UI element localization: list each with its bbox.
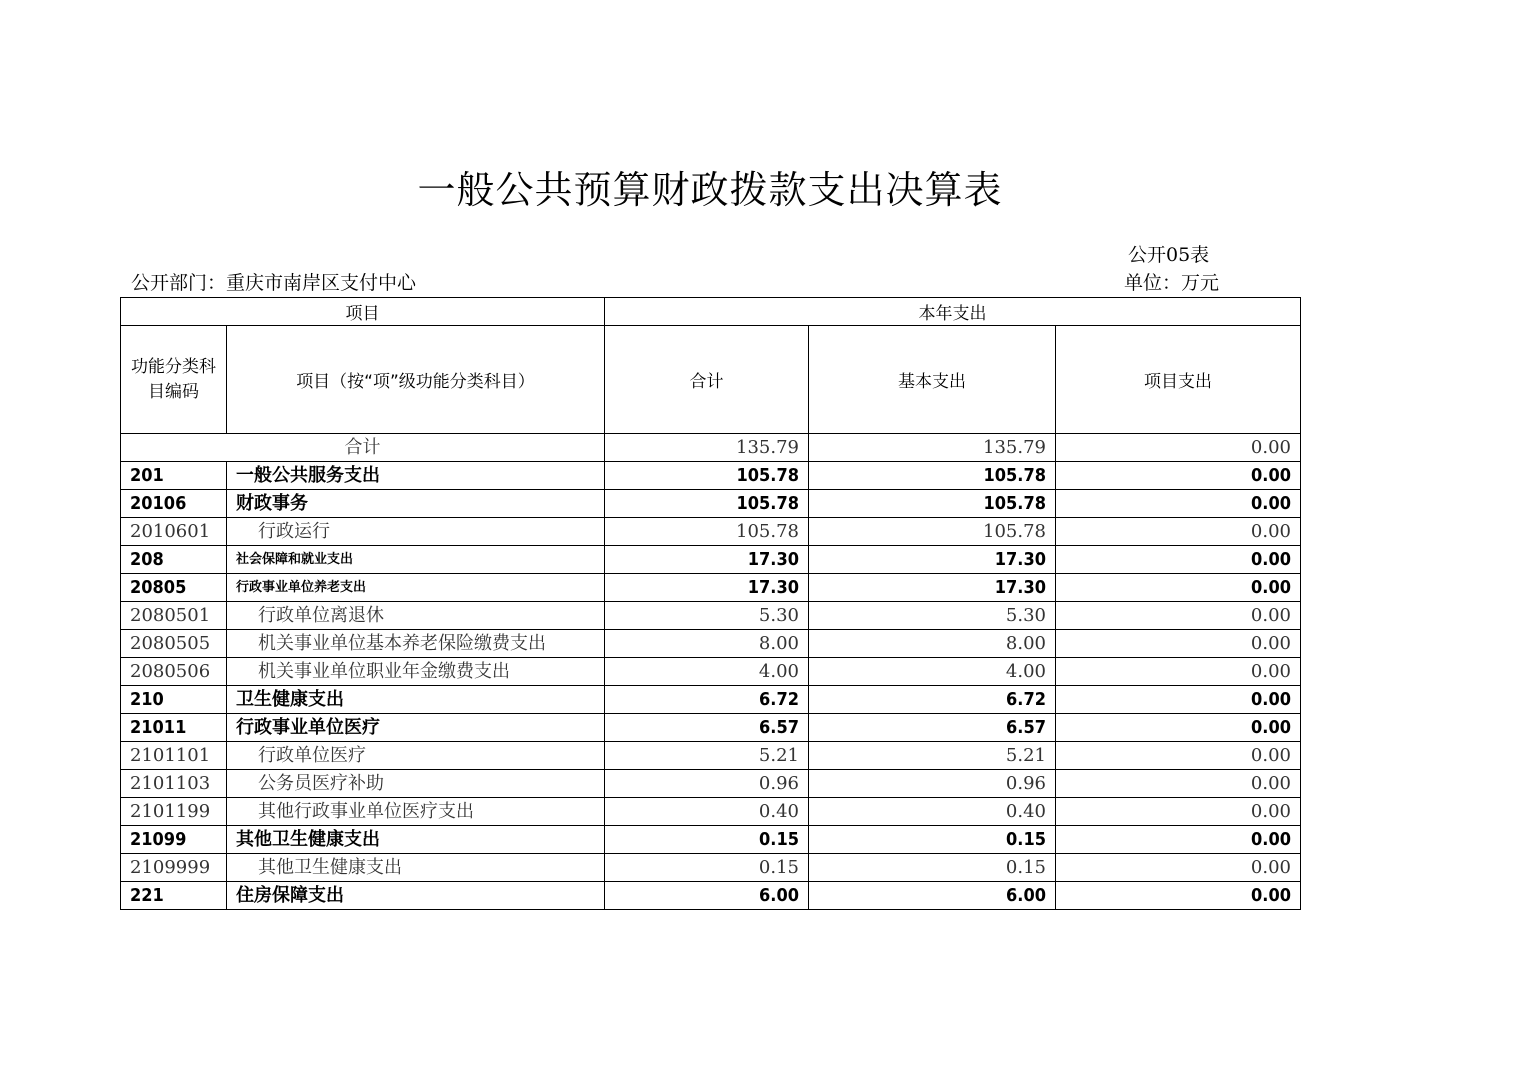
row-total: 5.30 [605, 602, 809, 630]
basic-column-header: 基本支出 [809, 326, 1056, 434]
row-basic: 105.78 [809, 518, 1056, 546]
table-number: 公开05表 [1128, 244, 1210, 266]
table-row [121, 686, 1301, 714]
row-basic: 6.00 [809, 882, 1056, 910]
row-project: 0.00 [1056, 658, 1301, 686]
table-row [121, 658, 1301, 686]
row-total: 8.00 [605, 630, 809, 658]
table-row [121, 826, 1301, 854]
row-basic: 0.96 [809, 770, 1056, 798]
row-name: 机关事业单位职业年金缴费支出 [227, 658, 605, 686]
row-basic: 0.15 [809, 854, 1056, 882]
row-total: 105.78 [605, 462, 809, 490]
row-project: 0.00 [1056, 462, 1301, 490]
table-row [121, 630, 1301, 658]
row-basic: 105.78 [809, 490, 1056, 518]
table-row [121, 574, 1301, 602]
row-name: 行政运行 [227, 518, 605, 546]
column-header-row [121, 326, 1301, 434]
row-total: 4.00 [605, 658, 809, 686]
row-code: 2101103 [121, 770, 227, 798]
row-basic: 6.72 [809, 686, 1056, 714]
total-row-basic: 135.79 [809, 434, 1056, 462]
total-row-label: 合计 [121, 434, 605, 462]
row-total: 6.00 [605, 882, 809, 910]
row-code: 20106 [121, 490, 227, 518]
row-code: 2080505 [121, 630, 227, 658]
row-total: 6.57 [605, 714, 809, 742]
row-project: 0.00 [1056, 686, 1301, 714]
row-name: 其他行政事业单位医疗支出 [227, 798, 605, 826]
row-name: 卫生健康支出 [227, 686, 605, 714]
row-project: 0.00 [1056, 742, 1301, 770]
row-name: 行政事业单位医疗 [227, 714, 605, 742]
table-row [121, 490, 1301, 518]
row-code: 20805 [121, 574, 227, 602]
row-project: 0.00 [1056, 630, 1301, 658]
row-code: 208 [121, 546, 227, 574]
row-total: 105.78 [605, 490, 809, 518]
table-row [121, 798, 1301, 826]
row-basic: 0.15 [809, 826, 1056, 854]
table-row [121, 462, 1301, 490]
row-basic: 4.00 [809, 658, 1056, 686]
row-project: 0.00 [1056, 882, 1301, 910]
row-name: 公务员医疗补助 [227, 770, 605, 798]
current-year-group-header: 本年支出 [605, 298, 1301, 326]
row-code: 221 [121, 882, 227, 910]
row-basic: 105.78 [809, 462, 1056, 490]
budget-table [120, 297, 1301, 910]
row-total: 17.30 [605, 574, 809, 602]
row-project: 0.00 [1056, 854, 1301, 882]
table-row [121, 742, 1301, 770]
row-name: 行政单位离退休 [227, 602, 605, 630]
project-column-header: 项目支出 [1056, 326, 1301, 434]
row-basic: 17.30 [809, 546, 1056, 574]
code-column-header: 功能分类科目编码 [121, 326, 227, 434]
table-row [121, 546, 1301, 574]
row-project: 0.00 [1056, 518, 1301, 546]
row-code: 2010601 [121, 518, 227, 546]
row-code: 2101199 [121, 798, 227, 826]
table-row [121, 882, 1301, 910]
row-total: 5.21 [605, 742, 809, 770]
row-name: 行政事业单位养老支出 [227, 574, 605, 602]
table-row [121, 854, 1301, 882]
department-label: 公开部门：重庆市南岸区支付中心 [131, 272, 417, 294]
table-row [121, 714, 1301, 742]
row-basic: 0.40 [809, 798, 1056, 826]
row-basic: 17.30 [809, 574, 1056, 602]
row-code: 21099 [121, 826, 227, 854]
row-code: 201 [121, 462, 227, 490]
row-project: 0.00 [1056, 490, 1301, 518]
row-total: 105.78 [605, 518, 809, 546]
row-project: 0.00 [1056, 714, 1301, 742]
table-row [121, 770, 1301, 798]
row-basic: 5.30 [809, 602, 1056, 630]
row-total: 0.15 [605, 854, 809, 882]
row-total: 0.96 [605, 770, 809, 798]
row-name: 其他卫生健康支出 [227, 826, 605, 854]
row-project: 0.00 [1056, 574, 1301, 602]
row-basic: 5.21 [809, 742, 1056, 770]
row-project: 0.00 [1056, 798, 1301, 826]
total-row-project: 0.00 [1056, 434, 1301, 462]
row-total: 6.72 [605, 686, 809, 714]
row-project: 0.00 [1056, 770, 1301, 798]
row-code: 2109999 [121, 854, 227, 882]
item-group-header: 项目 [121, 298, 605, 326]
row-code: 2080501 [121, 602, 227, 630]
row-total: 0.15 [605, 826, 809, 854]
row-name: 财政事务 [227, 490, 605, 518]
row-total: 0.40 [605, 798, 809, 826]
page-title: 一般公共预算财政拨款支出决算表 [417, 168, 1003, 212]
row-name: 住房保障支出 [227, 882, 605, 910]
row-total: 17.30 [605, 546, 809, 574]
row-name: 其他卫生健康支出 [227, 854, 605, 882]
row-code: 2080506 [121, 658, 227, 686]
row-code: 2101101 [121, 742, 227, 770]
row-basic: 6.57 [809, 714, 1056, 742]
row-code: 210 [121, 686, 227, 714]
table-row [121, 602, 1301, 630]
table-row [121, 518, 1301, 546]
row-project: 0.00 [1056, 602, 1301, 630]
total-column-header: 合计 [605, 326, 809, 434]
row-project: 0.00 [1056, 546, 1301, 574]
group-header-row [121, 298, 1301, 326]
name-column-header: 项目（按“项”级功能分类科目） [227, 326, 605, 434]
row-name: 行政单位医疗 [227, 742, 605, 770]
row-name: 社会保障和就业支出 [227, 546, 605, 574]
row-code: 21011 [121, 714, 227, 742]
row-basic: 8.00 [809, 630, 1056, 658]
row-project: 0.00 [1056, 826, 1301, 854]
row-name: 机关事业单位基本养老保险缴费支出 [227, 630, 605, 658]
total-row-total: 135.79 [605, 434, 809, 462]
total-row [121, 434, 1301, 462]
unit-label: 单位：万元 [1124, 272, 1220, 294]
row-name: 一般公共服务支出 [227, 462, 605, 490]
